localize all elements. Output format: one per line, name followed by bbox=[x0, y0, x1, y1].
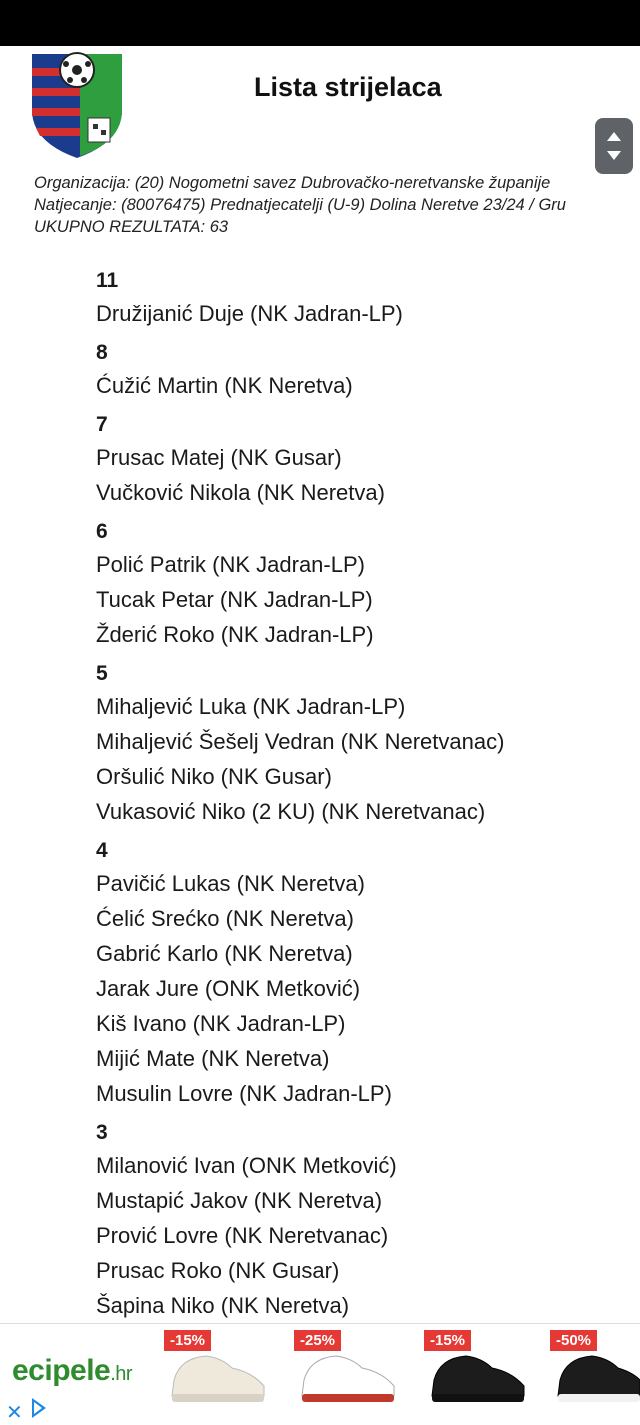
scorers-list bbox=[96, 265, 636, 1320]
competition-line: Natjecanje: (80076475) Prednatjecatelji (U-9) Dolina Neretve 23/24 / Gru bbox=[34, 196, 566, 214]
scorer-name: Mijić Mate (NK Neretva) bbox=[96, 1046, 330, 1071]
ad-product[interactable] bbox=[546, 1330, 640, 1418]
adchoices-icon[interactable] bbox=[32, 1398, 46, 1418]
chevron-down-icon[interactable] bbox=[607, 151, 621, 160]
scorer-group bbox=[96, 1117, 636, 1320]
scorer-group bbox=[96, 265, 636, 331]
competition-info bbox=[34, 172, 640, 238]
scorer-name: Gabrić Karlo (NK Neretva) bbox=[96, 941, 353, 966]
discount-badge: -25% bbox=[294, 1330, 341, 1351]
page-title: Lista strijelaca bbox=[254, 72, 442, 102]
scorer-name: Prović Lovre (NK Neretvanac) bbox=[96, 1223, 389, 1248]
scorer-name: Šapina Niko (NK Neretva) bbox=[96, 1293, 350, 1318]
scorer-name: Oršulić Niko (NK Gusar) bbox=[96, 764, 332, 789]
scorer-name: Mihaljević Luka (NK Jadran-LP) bbox=[96, 694, 406, 719]
scorer-name: Tucak Petar (NK Jadran-LP) bbox=[96, 587, 373, 612]
ad-product[interactable] bbox=[420, 1330, 532, 1418]
scorer-name: Vučković Nikola (NK Neretva) bbox=[96, 480, 385, 505]
scorer-name: Družijanić Duje (NK Jadran-LP) bbox=[96, 301, 403, 326]
discount-badge: -50% bbox=[550, 1330, 597, 1351]
goal-count: 7 bbox=[96, 413, 108, 436]
goal-count: 6 bbox=[96, 520, 108, 543]
scorer-name: Jarak Jure (ONK Metković) bbox=[96, 976, 361, 1001]
chevron-up-icon[interactable] bbox=[607, 132, 621, 141]
scorer-name: Musulin Lovre (NK Jadran-LP) bbox=[96, 1081, 392, 1106]
goal-count: 11 bbox=[96, 269, 119, 292]
ad-product[interactable] bbox=[290, 1330, 402, 1418]
scorer-group bbox=[96, 835, 636, 1111]
scorer-name: Prusac Roko (NK Gusar) bbox=[96, 1258, 340, 1283]
scorer-name: Mustapić Jakov (NK Neretva) bbox=[96, 1188, 383, 1213]
scorer-name: Žderić Roko (NK Jadran-LP) bbox=[96, 622, 374, 647]
club-crest-logo bbox=[30, 50, 124, 160]
scorer-name: Ćelić Srećko (NK Neretva) bbox=[96, 906, 354, 931]
scorer-group bbox=[96, 409, 636, 510]
ad-product[interactable] bbox=[160, 1330, 272, 1418]
scorer-group bbox=[96, 337, 636, 403]
scorer-name: Polić Patrik (NK Jadran-LP) bbox=[96, 552, 365, 577]
goal-count: 8 bbox=[96, 341, 108, 364]
discount-badge: -15% bbox=[164, 1330, 211, 1351]
organization-line: Organizacija: (20) Nogometni savez Dubrovačko-neretvanske županije bbox=[34, 174, 551, 192]
total-results-line: UKUPNO REZULTATA: 63 bbox=[34, 218, 229, 236]
scorer-name: Milanović Ivan (ONK Metković) bbox=[96, 1153, 397, 1178]
goal-count: 3 bbox=[96, 1121, 108, 1144]
scorer-name: Prusac Matej (NK Gusar) bbox=[96, 445, 342, 470]
scorer-name: Ćužić Martin (NK Neretva) bbox=[96, 373, 353, 398]
goal-count: 4 bbox=[96, 839, 108, 862]
close-icon[interactable]: ✕ bbox=[6, 1402, 23, 1424]
status-bar bbox=[0, 0, 640, 46]
scorer-name: Mihaljević Šešelj Vedran (NK Neretvanac) bbox=[96, 729, 505, 754]
scorer-name: Kiš Ivano (NK Jadran-LP) bbox=[96, 1011, 346, 1036]
scorer-group bbox=[96, 516, 636, 652]
discount-badge: -15% bbox=[424, 1330, 471, 1351]
ad-banner[interactable] bbox=[0, 1323, 640, 1424]
scroll-control[interactable] bbox=[595, 118, 633, 174]
scorer-name: Pavičić Lukas (NK Neretva) bbox=[96, 871, 365, 896]
goal-count: 5 bbox=[96, 662, 108, 685]
scorer-group bbox=[96, 658, 636, 829]
scorer-name: Vukasović Niko (2 KU) (NK Neretvanac) bbox=[96, 799, 486, 824]
ad-brand-logo[interactable]: ecipele.hr bbox=[12, 1354, 133, 1387]
